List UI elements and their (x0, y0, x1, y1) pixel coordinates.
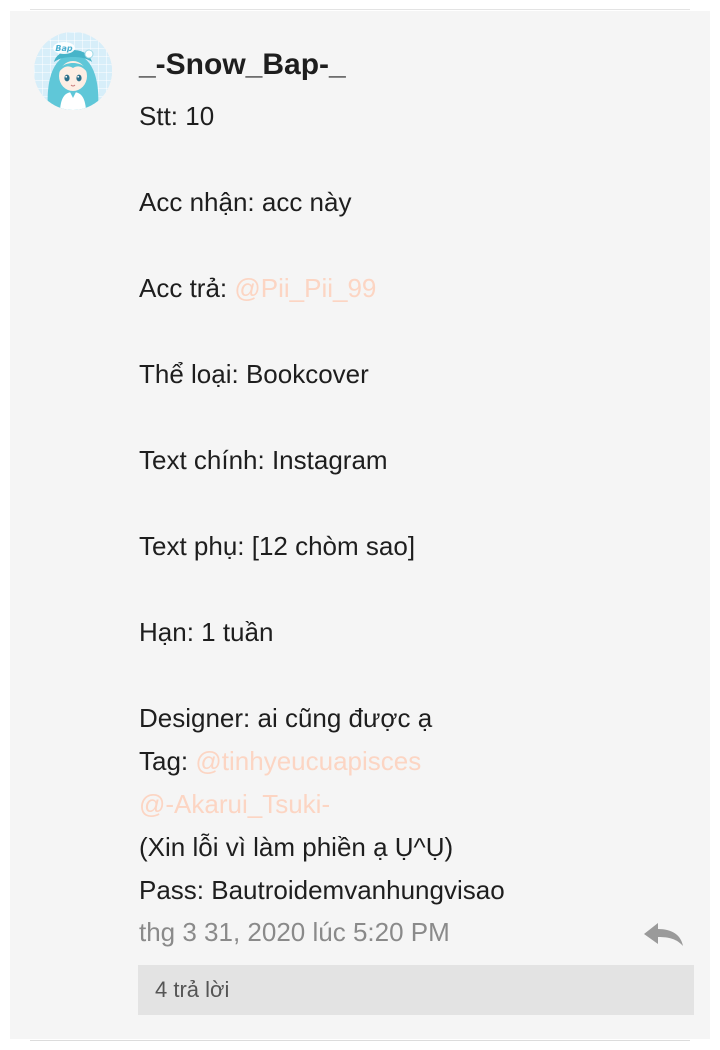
designer-line: Designer: ai cũng được ạ (139, 703, 433, 733)
pass-line: Pass: Bautroidemvanhungvisao (139, 875, 505, 905)
tag-line (139, 740, 505, 783)
reply-arrow-icon (640, 918, 686, 952)
text-chinh-line: Text chính: Instagram (139, 445, 388, 475)
acc-nhan-line: Acc nhận: acc này (139, 187, 352, 217)
han-line: Hạn: 1 tuần (139, 617, 274, 647)
username[interactable]: _-Snow_Bap-_ (139, 48, 346, 81)
the-loai-line: Thể loại: Bookcover (139, 359, 369, 389)
mention-link[interactable]: @tinhyeucuapisces (195, 746, 422, 776)
avatar-badge-text: Bap (55, 44, 73, 53)
tag-line-2 (139, 783, 505, 826)
tag-label: Tag: (139, 746, 196, 776)
acc-tra-label: Acc trả: (139, 273, 235, 303)
apology-line: (Xin lỗi vì làm phiền ạ Ụ^Ụ) (139, 832, 454, 862)
top-divider (30, 9, 690, 10)
avatar[interactable] (34, 32, 112, 110)
stt-line: Stt: 10 (139, 101, 215, 131)
mention-link[interactable]: @-Akarui_Tsuki- (139, 789, 331, 819)
comment-timestamp: thg 3 31, 2020 lúc 5:20 PM (139, 917, 450, 947)
reply-button[interactable] (640, 918, 686, 952)
comment-body (139, 95, 505, 912)
bottom-divider (30, 1040, 690, 1041)
anime-girl-avatar-icon (34, 32, 112, 110)
acc-tra-line (139, 267, 505, 310)
mention-link[interactable]: @Pii_Pii_99 (234, 273, 377, 303)
replies-count-label: 4 trả lời (155, 977, 230, 1002)
text-phu-line: Text phụ: [12 chòm sao] (139, 531, 416, 561)
view-replies-button[interactable] (138, 965, 694, 1015)
